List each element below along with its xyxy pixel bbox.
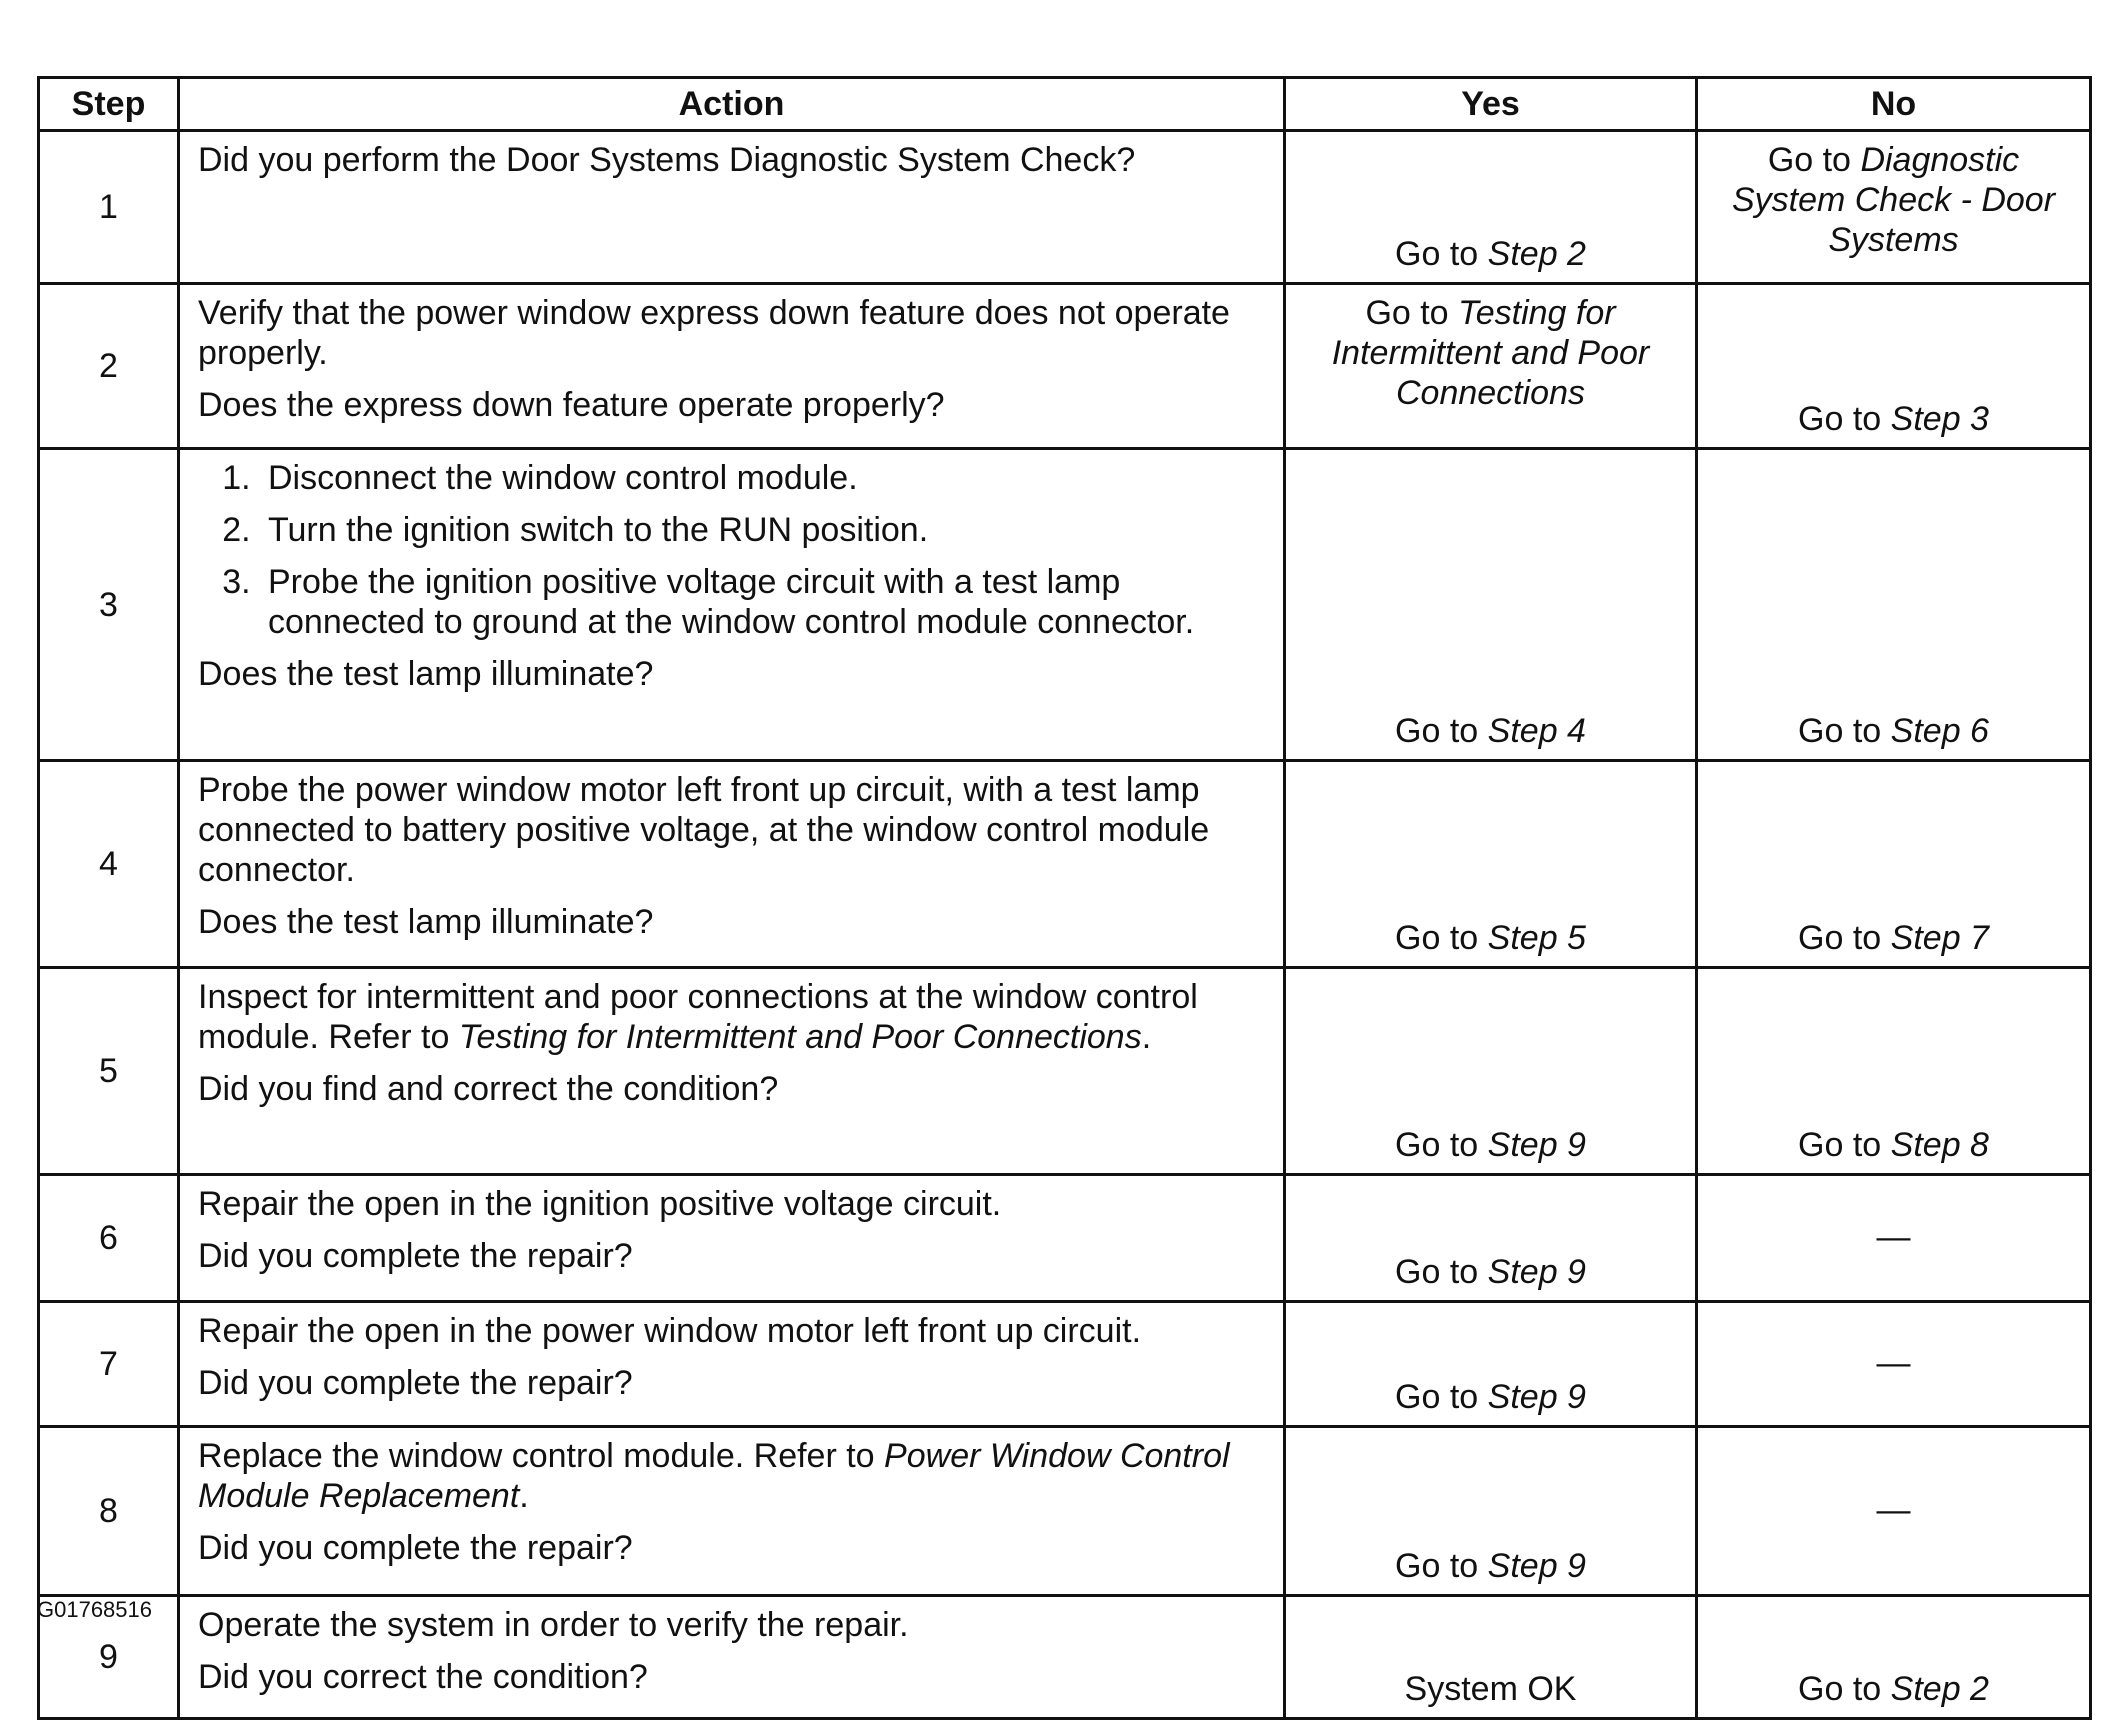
action-text: Operate the system in order to verify the repair. bbox=[198, 1606, 909, 1644]
action-text-end: . bbox=[1141, 1018, 1152, 1056]
yes-result-text: System OK bbox=[1404, 1670, 1577, 1708]
no-prefix: Go to bbox=[1798, 1126, 1882, 1164]
no-prefix: Go to bbox=[1798, 400, 1882, 438]
no-ref-link[interactable]: Step 8 bbox=[1890, 1126, 1989, 1164]
action-question: Did you complete the repair? bbox=[198, 1364, 633, 1402]
yes-cell bbox=[1285, 1427, 1697, 1596]
no-cell bbox=[1697, 284, 2091, 449]
no-cell bbox=[1697, 761, 2091, 968]
action-substeps bbox=[198, 458, 1269, 642]
no-ref-link[interactable]: Step 2 bbox=[1890, 1670, 1989, 1708]
no-cell bbox=[1697, 131, 2091, 284]
yes-cell bbox=[1285, 1596, 1697, 1719]
yes-ref-link[interactable]: Step 2 bbox=[1487, 235, 1586, 273]
table-row bbox=[39, 1596, 2091, 1719]
action-question: Does the test lamp illuminate? bbox=[198, 655, 654, 693]
yes-ref-link[interactable]: Step 4 bbox=[1487, 712, 1586, 750]
action-cell bbox=[179, 1302, 1285, 1427]
yes-cell bbox=[1285, 1302, 1697, 1427]
action-question: Did you complete the repair? bbox=[198, 1529, 633, 1567]
no-prefix: Go to bbox=[1798, 919, 1882, 957]
no-prefix: Go to bbox=[1767, 141, 1851, 179]
step-number: 2 bbox=[39, 284, 179, 449]
table-row bbox=[39, 449, 2091, 761]
action-text: Verify that the power window express down feature does not operate properly. bbox=[198, 294, 1230, 372]
yes-prefix: Go to bbox=[1395, 919, 1479, 957]
yes-cell bbox=[1285, 131, 1697, 284]
action-text bbox=[198, 977, 1269, 1057]
table-row bbox=[39, 1302, 2091, 1427]
table-row bbox=[39, 761, 2091, 968]
yes-prefix: Go to bbox=[1365, 294, 1449, 332]
yes-ref-link[interactable]: Step 9 bbox=[1487, 1547, 1586, 1585]
action-cell bbox=[179, 1596, 1285, 1719]
step-number: 7 bbox=[39, 1302, 179, 1427]
yes-ref-link[interactable]: Step 9 bbox=[1487, 1253, 1586, 1291]
no-ref-link[interactable]: Step 7 bbox=[1890, 919, 1989, 957]
step-number: 1 bbox=[39, 131, 179, 284]
substep-item: 1. Disconnect the window control module. bbox=[260, 458, 1269, 498]
action-cell bbox=[179, 1427, 1285, 1596]
yes-prefix: Go to bbox=[1395, 1126, 1479, 1164]
action-text-end: . bbox=[519, 1477, 529, 1515]
diagnostic-table bbox=[37, 76, 2092, 1720]
action-text bbox=[198, 1436, 1269, 1516]
no-cell bbox=[1697, 1302, 2091, 1427]
yes-prefix: Go to bbox=[1395, 1253, 1479, 1291]
table-row bbox=[39, 1175, 2091, 1302]
action-question: Did you correct the condition? bbox=[198, 1658, 648, 1696]
no-cell bbox=[1697, 449, 2091, 761]
action-ref-link[interactable]: Testing for Intermittent and Poor Connections bbox=[458, 1018, 1142, 1056]
table-row bbox=[39, 968, 2091, 1175]
action-question: Did you complete the repair? bbox=[198, 1237, 633, 1275]
action-text-lead: Replace the window control module. Refer to bbox=[198, 1437, 875, 1475]
no-cell bbox=[1697, 1596, 2091, 1719]
step-number: 9 bbox=[39, 1596, 179, 1719]
action-question: Does the test lamp illuminate? bbox=[198, 903, 654, 941]
table-row bbox=[39, 284, 2091, 449]
substep-item: 2. Turn the ignition switch to the RUN position. bbox=[260, 510, 1269, 550]
step-number: 8 bbox=[39, 1427, 179, 1596]
action-text: Repair the open in the ignition positive voltage circuit. bbox=[198, 1185, 1002, 1223]
step-number: 6 bbox=[39, 1175, 179, 1302]
no-cell bbox=[1697, 968, 2091, 1175]
figure-id-label: G01768516 bbox=[37, 1597, 152, 1622]
yes-prefix: Go to bbox=[1395, 235, 1479, 273]
not-applicable-dash: — bbox=[1876, 1218, 1911, 1256]
yes-prefix: Go to bbox=[1395, 1378, 1479, 1416]
step-number: 4 bbox=[39, 761, 179, 968]
yes-cell bbox=[1285, 1175, 1697, 1302]
header-yes: Yes bbox=[1285, 78, 1697, 131]
no-prefix: Go to bbox=[1798, 712, 1882, 750]
yes-cell bbox=[1285, 449, 1697, 761]
table-row bbox=[39, 131, 2091, 284]
no-ref-link[interactable]: Step 3 bbox=[1890, 400, 1989, 438]
header-step: Step bbox=[39, 78, 179, 131]
action-cell bbox=[179, 449, 1285, 761]
header-action: Action bbox=[179, 78, 1285, 131]
yes-prefix: Go to bbox=[1395, 1547, 1479, 1585]
not-applicable-dash: — bbox=[1876, 1491, 1911, 1529]
action-cell bbox=[179, 1175, 1285, 1302]
yes-cell bbox=[1285, 968, 1697, 1175]
substep-item: 3. Probe the ignition positive voltage circuit with a test lamp connected to ground at the window control module connector. bbox=[260, 562, 1269, 642]
yes-ref-link[interactable]: Step 5 bbox=[1487, 919, 1586, 957]
action-cell bbox=[179, 131, 1285, 284]
action-cell bbox=[179, 284, 1285, 449]
action-cell bbox=[179, 968, 1285, 1175]
action-cell bbox=[179, 761, 1285, 968]
action-text: Did you perform the Door Systems Diagnostic System Check? bbox=[198, 141, 1136, 179]
header-no: No bbox=[1697, 78, 2091, 131]
yes-ref-link[interactable]: Testing for Intermittent and Poor Connections bbox=[1331, 294, 1650, 412]
action-question: Does the express down feature operate properly? bbox=[198, 386, 945, 424]
action-text: Repair the open in the power window motor left front up circuit. bbox=[198, 1312, 1142, 1350]
action-text-lead: Inspect for intermittent and poor connections at the window control module. Refer to bbox=[198, 978, 1198, 1056]
yes-cell bbox=[1285, 284, 1697, 449]
no-cell bbox=[1697, 1427, 2091, 1596]
no-ref-link[interactable]: Step 6 bbox=[1890, 712, 1989, 750]
no-ref-link[interactable]: Diagnostic System Check - Door Systems bbox=[1731, 141, 2056, 259]
yes-cell bbox=[1285, 761, 1697, 968]
no-prefix: Go to bbox=[1798, 1670, 1882, 1708]
action-ref-link[interactable]: Power Window Control Module Replacement bbox=[198, 1437, 1230, 1515]
yes-ref-link[interactable]: Step 9 bbox=[1487, 1126, 1586, 1164]
table-row bbox=[39, 1427, 2091, 1596]
not-applicable-dash: — bbox=[1876, 1344, 1911, 1382]
table-header-row bbox=[39, 78, 2091, 131]
action-question: Did you find and correct the condition? bbox=[198, 1070, 779, 1108]
yes-prefix: Go to bbox=[1395, 712, 1479, 750]
action-text: Probe the power window motor left front up circuit, with a test lamp connected to battery positive voltage, at the window control module connector. bbox=[198, 771, 1210, 889]
yes-ref-link[interactable]: Step 9 bbox=[1487, 1378, 1586, 1416]
step-number: 3 bbox=[39, 449, 179, 761]
no-cell bbox=[1697, 1175, 2091, 1302]
step-number: 5 bbox=[39, 968, 179, 1175]
